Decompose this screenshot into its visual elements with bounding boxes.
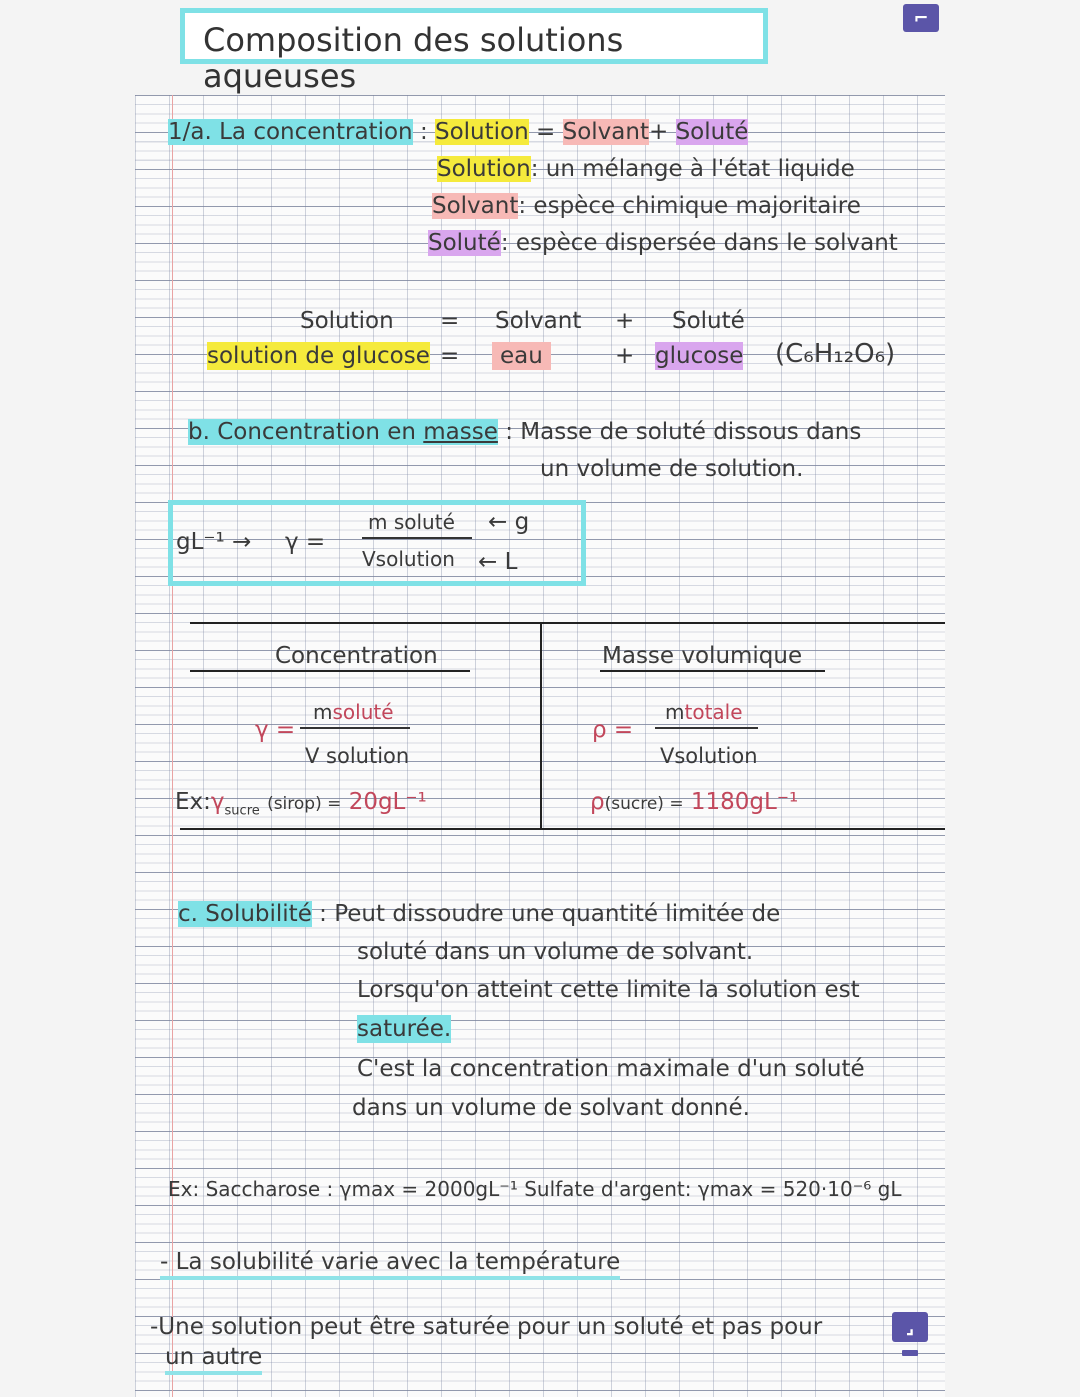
rho-symbol: ρ = [592, 717, 634, 743]
solubility-example: Ex: Saccharose : γmax = 2000gL⁻¹ Sulfate d'argent: γmax = 520·10⁻⁶ gL [168, 1177, 902, 1201]
solubility-line-4: saturée. [357, 1016, 452, 1042]
left-numerator: msoluté [313, 700, 394, 724]
definition-solution: Solution: un mélange à l'état liquide [437, 156, 855, 182]
glucose-formula: (C₆H₁₂O₆) [775, 339, 896, 369]
collapse-icon[interactable]: ⌟ [892, 1312, 928, 1342]
eq-plus: + [615, 308, 635, 334]
left-example: $Ex:\gamma_{sucre}$ (sirop) = 20gL⁻¹ [175, 789, 427, 819]
title-box [180, 8, 768, 95]
eq-solution: Solution [300, 308, 394, 334]
section-c-heading: c. Solubilité : Peut dissoudre une quantité limitée de [178, 901, 781, 927]
eq-equals: = [440, 308, 460, 334]
formula-denominator: Vsolution [362, 547, 455, 571]
formula-den-unit: ← L [478, 549, 518, 575]
example-solvant: eau [492, 342, 551, 370]
right-fraction-bar [655, 727, 758, 729]
table-bottom-border [180, 828, 945, 830]
left-denominator: V solution [305, 744, 410, 768]
solubility-note-temperature: - La solubilité varie avec la température [160, 1248, 620, 1280]
example-solute: glucose [655, 343, 744, 369]
section-b-definition: un volume de solution. [540, 456, 804, 482]
section-b-heading: b. Concentration en masse : Masse de soluté dissous dans [188, 419, 862, 445]
right-example: ρ(sucre) = 1180gL⁻¹ [590, 789, 799, 815]
formula-num-unit: ← g [488, 509, 530, 535]
example-plus: + [615, 343, 635, 369]
eq-solute: Soluté [672, 308, 745, 334]
right-numerator: mtotale [665, 700, 743, 724]
minimize-icon[interactable] [902, 1350, 918, 1356]
table-divider [540, 624, 542, 829]
left-fraction-bar [300, 727, 410, 729]
definition-solute: Soluté: espèce dispersée dans le solvant [428, 230, 898, 256]
example-solution: solution de glucose [207, 343, 430, 369]
solubility-line-2: soluté dans un volume de solvant. [357, 939, 754, 965]
solubility-line-5: C'est la concentration maximale d'un soluté [357, 1056, 865, 1082]
formula-numerator: m soluté [368, 510, 455, 534]
section-a-heading: 1/a. La concentration : Solution = Solvant+ Soluté [168, 119, 749, 145]
example-equals: = [440, 343, 460, 369]
table-header-masse-volumique: Masse volumique [602, 643, 803, 669]
right-denominator: Vsolution [660, 744, 758, 768]
solubility-note-saturation-cont: un autre [165, 1343, 262, 1375]
formula-symbol: γ = [285, 529, 326, 555]
solubility-line-3: Lorsqu'on atteint cette limite la solution est [357, 977, 860, 1003]
table-header-rule-right [600, 670, 825, 672]
table-top-border [190, 622, 945, 624]
fraction-bar [362, 537, 472, 539]
definition-solvant: Solvant: espèce chimique majoritaire [432, 193, 861, 219]
table-header-rule-left [190, 670, 470, 672]
solubility-note-saturation: -Une solution peut être saturée pour un soluté et pas pour [150, 1314, 823, 1340]
solubility-line-6: dans un volume de solvant donné. [352, 1095, 750, 1121]
formula-unit: gL⁻¹ → [176, 529, 252, 555]
expand-icon[interactable]: ⌐ [903, 4, 939, 32]
eq-solvant: Solvant [495, 308, 582, 334]
table-header-concentration: Concentration [275, 643, 438, 669]
gamma-symbol: γ = [255, 717, 296, 743]
page-title: Composition des solutions aqueuses [203, 21, 624, 95]
